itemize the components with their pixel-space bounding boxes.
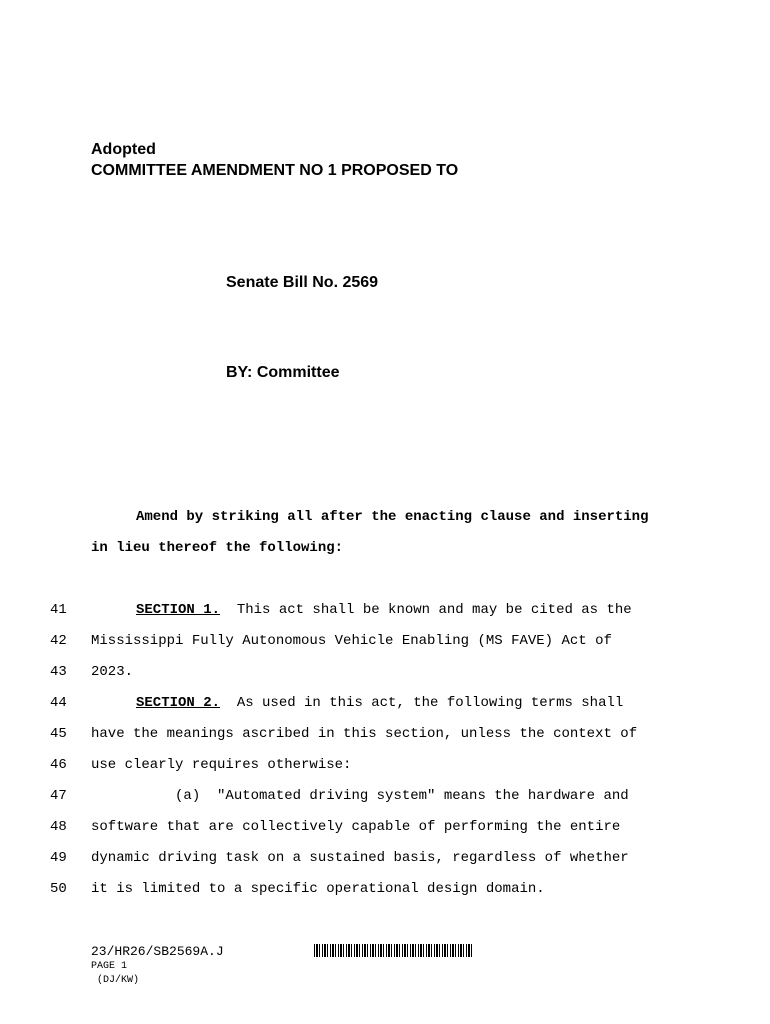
section-heading: SECTION 2. — [136, 695, 221, 711]
line-text-content: As used in this act, the following terms shall — [220, 695, 624, 711]
line-number: 50 — [50, 881, 67, 897]
line-number: 42 — [50, 633, 67, 649]
line-number: 44 — [50, 695, 67, 711]
line-number: 43 — [50, 664, 67, 680]
line-text: it is limited to a specific operational design domain. — [91, 881, 545, 897]
line-number: 41 — [50, 602, 67, 618]
line-text: Mississippi Fully Autonomous Vehicle Enabling (MS FAVE) Act of — [91, 633, 612, 649]
line-text — [136, 695, 623, 711]
line-text: dynamic driving task on a sustained basis, regardless of whether — [91, 850, 629, 866]
line-text: have the meanings ascribed in this section, unless the context of — [91, 726, 638, 742]
line-text: (a) "Automated driving system" means the hardware and — [91, 788, 629, 804]
line-number: 47 — [50, 788, 67, 804]
line-text: use clearly requires otherwise: — [91, 757, 352, 773]
intro-line-2: in lieu thereof the following: — [91, 540, 344, 556]
line-number: 49 — [50, 850, 67, 866]
barcode-image — [314, 944, 472, 957]
line-number: 46 — [50, 757, 67, 773]
status-label: Adopted — [91, 141, 156, 158]
section-heading: SECTION 1. — [136, 602, 221, 618]
bill-number: Senate Bill No. 2569 — [226, 274, 379, 291]
line-number: 45 — [50, 726, 67, 742]
line-number: 48 — [50, 819, 67, 835]
line-text — [136, 602, 632, 618]
line-text-content: This act shall be known and may be cited as the — [220, 602, 632, 618]
drafter-initials: (DJ/KW) — [97, 975, 140, 986]
amendment-title: COMMITTEE AMENDMENT NO 1 PROPOSED TO — [91, 162, 459, 179]
sponsor-line: BY: Committee — [226, 364, 340, 381]
line-text: software that are collectively capable of performing the entire — [91, 819, 621, 835]
document-id: 23/HR26/SB2569A.J — [91, 944, 224, 959]
intro-line-1: Amend by striking all after the enacting clause and inserting — [136, 509, 649, 525]
line-text: 2023. — [91, 664, 134, 680]
page-number: PAGE 1 — [91, 961, 128, 972]
